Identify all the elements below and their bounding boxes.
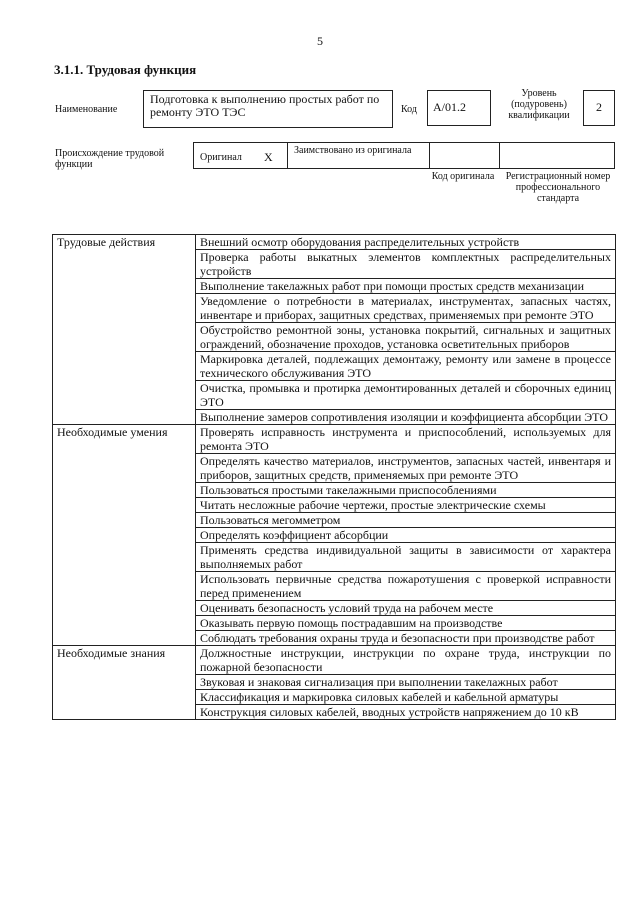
function-name-box: Подготовка к выполнению простых работ по ремонту ЭТО ТЭС [143, 90, 393, 128]
item-cell: Определять качество материалов, инструментов, запасных частей, инвентаря и приборов, защитных средств, применяемых при ремонте ЭТО [196, 454, 616, 483]
item-cell: Проверять исправность инструмента и приспособлений, используемых для ремонта ЭТО [196, 425, 616, 454]
item-cell: Выполнение такелажных работ при помощи простых средств механизации [196, 279, 616, 294]
item-cell: Читать несложные рабочие чертежи, простые электрические схемы [196, 498, 616, 513]
item-cell: Конструкция силовых кабелей, вводных устройств напряжением до 10 кВ [196, 705, 616, 720]
category-cell: Необходимые умения [53, 425, 196, 646]
function-code-box: А/01.2 [427, 90, 491, 126]
qualification-level-box: 2 [583, 90, 615, 126]
category-cell: Трудовые действия [53, 235, 196, 425]
registration-number-caption: Регистрационный номер профессионального стандарта [505, 171, 611, 204]
item-cell: Маркировка деталей, подлежащих демонтажу, ремонту или замене в процессе технического обслуживания ЭТО [196, 352, 616, 381]
section-title: 3.1.1. Трудовая функция [54, 62, 197, 77]
code-label: Код [401, 104, 417, 115]
original-code-caption: Код оригинала [431, 171, 495, 182]
item-cell: Пользоваться простыми такелажными приспособлениями [196, 483, 616, 498]
original-cell [194, 143, 288, 168]
original-label: Оригинал [200, 152, 242, 163]
item-cell: Обустройство ремонтной зоны, установка покрытий, сигнальных и защитных ограждений, обозначение проходов, установка осветительных приборов [196, 323, 616, 352]
origin-label: Происхождение трудовой функции [55, 148, 165, 170]
qualification-level-label: Уровень (подуровень) квалификации [508, 88, 570, 121]
item-cell: Звуковая и знаковая сигнализация при выполнении такелажных работ [196, 675, 616, 690]
table-row [53, 646, 616, 675]
item-cell: Внешний осмотр оборудования распределительных устройств [196, 235, 616, 250]
labor-function-table [52, 234, 616, 720]
category-cell: Необходимые знания [53, 646, 196, 720]
page-number: 5 [317, 34, 323, 48]
borrowed-cell [288, 143, 430, 168]
item-cell: Пользоваться мегомметром [196, 513, 616, 528]
item-cell: Очистка, промывка и протирка демонтированных деталей и сборочных единиц ЭТО [196, 381, 616, 410]
registration-number-cell [500, 143, 616, 168]
item-cell: Классификация и маркировка силовых кабелей и кабельной арматуры [196, 690, 616, 705]
table-row [53, 235, 616, 250]
table-row [53, 425, 616, 454]
origin-row [193, 142, 615, 169]
item-cell: Применять средства индивидуальной защиты в зависимости от характера выполняемых работ [196, 543, 616, 572]
name-label: Наименование [55, 104, 118, 115]
borrowed-label: Заимствовано из оригинала [294, 145, 412, 156]
item-cell: Должностные инструкции, инструкции по охране труда, инструкции по пожарной безопасности [196, 646, 616, 675]
original-mark: X [264, 150, 273, 164]
item-cell: Соблюдать требования охраны труда и безопасности при производстве работ [196, 631, 616, 646]
item-cell: Проверка работы выкатных элементов комплектных распределительных устройств [196, 250, 616, 279]
original-code-cell [430, 143, 500, 168]
item-cell: Выполнение замеров сопротивления изоляции и коэффициента абсорбции ЭТО [196, 410, 616, 425]
item-cell: Определять коэффициент абсорбции [196, 528, 616, 543]
item-cell: Использовать первичные средства пожаротушения с проверкой исправности перед применением [196, 572, 616, 601]
item-cell: Уведомление о потребности в материалах, инструментах, запасных частях, инвентаре и приборах, защитных средствах, применяемых при ремонте ЭТО [196, 294, 616, 323]
item-cell: Оценивать безопасность условий труда на рабочем месте [196, 601, 616, 616]
item-cell: Оказывать первую помощь пострадавшим на производстве [196, 616, 616, 631]
